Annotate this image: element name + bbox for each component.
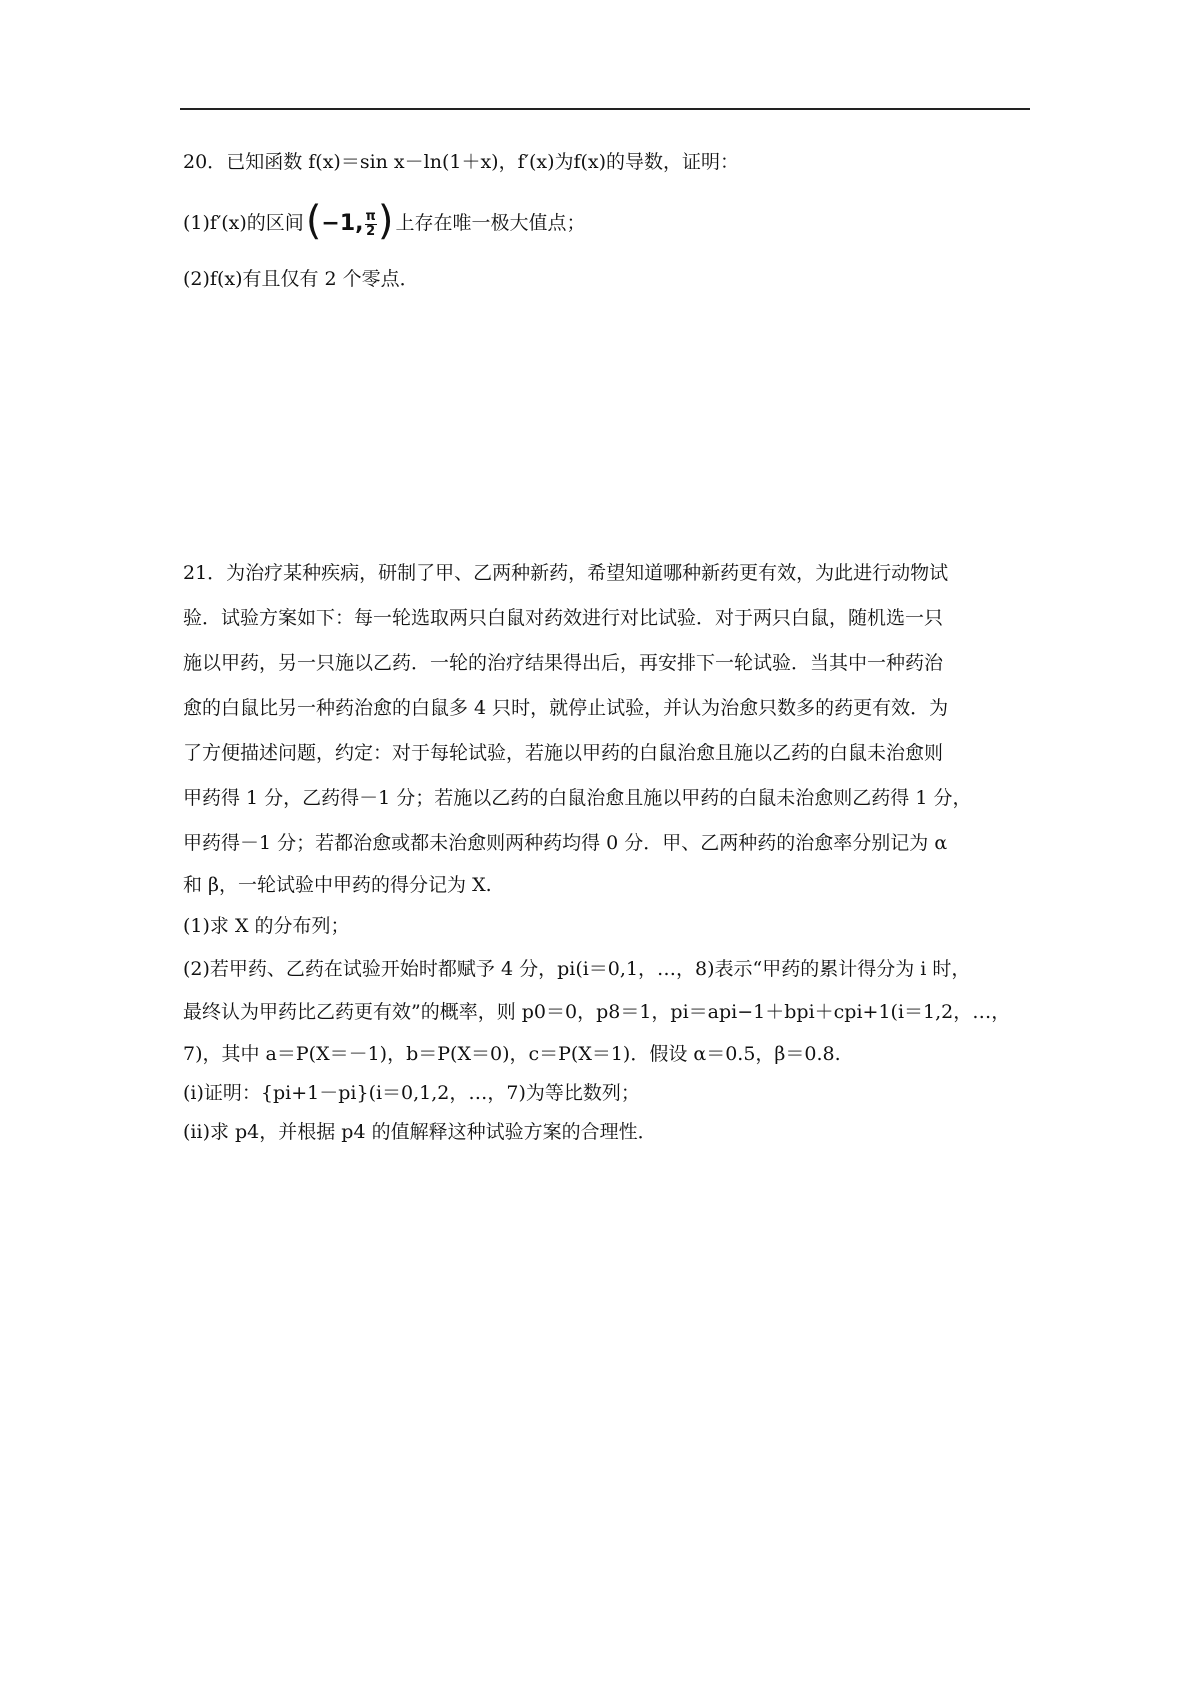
q21-stem-line-3: 施以甲药，另一只施以乙药．一轮的治疗结果得出后，再安排下一轮试验．当其中一种药治 bbox=[183, 652, 944, 674]
q21-stem-line-5: 了方便描述问题，约定：对于每轮试验，若施以甲药的白鼠治愈且施以乙药的白鼠未治愈则 bbox=[183, 742, 944, 764]
header-rule bbox=[180, 108, 1030, 110]
fraction-denominator: 2 bbox=[366, 223, 376, 239]
q21-part2-line-3: 7)，其中 a＝P(X＝－1)，b＝P(X＝0)，c＝P(X＝1)．假设 α＝0.5，β＝0.8. bbox=[183, 1043, 841, 1065]
q21-part2-line-2: 最终认为甲药比乙药更有效”的概率，则 p0＝0，p8＝1，pi＝api−1＋bpi＋cpi+1(i＝1,2，…， bbox=[183, 1001, 1011, 1023]
q20-part1 bbox=[183, 198, 586, 244]
q20-function: f(x)＝sin x－ln(1＋x)， bbox=[308, 151, 518, 173]
fraction-numerator: π bbox=[365, 208, 376, 224]
q20-part2: (2)f(x)有且仅有 2 个零点． bbox=[183, 268, 419, 290]
q20-number: 20． bbox=[183, 151, 227, 173]
q21-subpart-ii: (ⅱ)求 p4，并根据 p4 的值解释这种试验方案的合理性． bbox=[183, 1121, 657, 1143]
interval-expression: (−1, $\frac{\pi}{2}$ ) bbox=[305, 198, 394, 244]
pi-over-2-fraction bbox=[365, 210, 377, 239]
q21-subpart-i: (ⅰ)证明：{pi+1－pi}(i＝0,1,2，…，7)为等比数列； bbox=[183, 1082, 640, 1104]
q20-part1-text-b: 上存在唯一极大值点； bbox=[395, 212, 586, 234]
q21-stem-line-1: 21．为治疗某种疾病，研制了甲、乙两种新药，希望知道哪种新药更有效，为此进行动物试 bbox=[183, 562, 949, 584]
q21-part2-line-1: (2)若甲药、乙药在试验开始时都赋予 4 分，pi(i＝0,1，…，8)表示“甲药的累计得分为 i 时， bbox=[183, 958, 971, 980]
q21-stem-line-7: 甲药得－1 分；若都治愈或都未治愈则两种药均得 0 分．甲、乙两种药的治愈率分别记为 α bbox=[183, 832, 948, 854]
q21-stem-line-2: 验．试验方案如下：每一轮选取两只白鼠对药效进行对比试验．对于两只白鼠，随机选一只 bbox=[183, 607, 944, 629]
q20-stem bbox=[183, 149, 739, 175]
q21-stem-line-4: 愈的白鼠比另一种药治愈的白鼠多 4 只时，就停止试验，并认为治愈只数多的药更有效．为 bbox=[183, 697, 949, 719]
interval-left-value: −1, bbox=[321, 211, 364, 236]
q21-part1: (1)求 X 的分布列； bbox=[183, 915, 350, 937]
q20-derivative: f′(x)为f(x)的导数，证明： bbox=[517, 151, 740, 173]
q20-stem-text: 已知函数 bbox=[226, 151, 303, 173]
q21-stem-line-6: 甲药得 1 分，乙药得－1 分；若施以乙药的白鼠治愈且施以甲药的白鼠未治愈则乙药得 1 分， bbox=[183, 787, 972, 809]
q21-stem-line-8: 和 β，一轮试验中甲药的得分记为 X. bbox=[183, 874, 492, 896]
q20-part1-text-a: (1)f′(x)的区间 bbox=[183, 212, 304, 234]
